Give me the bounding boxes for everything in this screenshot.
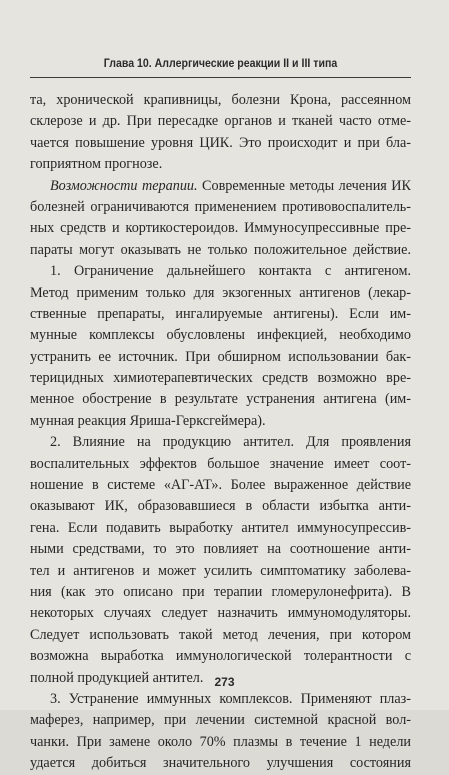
text-line: [30, 689, 411, 710]
text-run: маферез, например, при лечении системной красной вол-: [30, 712, 411, 729]
text-line: [30, 475, 411, 496]
text-run: полной продукцией антител.: [30, 669, 204, 686]
text-run: Современные методы лечения ИК: [197, 177, 411, 194]
text-run: устранить ее источник. При обширном использовании бак-: [30, 348, 411, 365]
text-run: та, хронической крапивницы, болезни Крона, рассеянном: [30, 92, 411, 108]
text-run: ных средств и кортикостероидов. Иммуносупрессивные пре-: [30, 220, 411, 237]
text-line: [30, 625, 411, 646]
text-line: [30, 603, 411, 624]
text-run: некоторых случаях следует назначить иммуномодуляторы.: [30, 605, 411, 622]
text-run: чается повышение уровня ЦИК. Это происходит и при бла-: [30, 134, 411, 151]
text-run: возможна выработка иммунологической толерантности с: [30, 648, 411, 665]
header-rule: [30, 77, 411, 78]
text-run: 2. Влияние на продукцию антител. Для проявления: [50, 434, 411, 451]
text-line: [30, 197, 411, 218]
text-run: чанки. При замене около 70% плазмы в течение 1 недели: [30, 733, 411, 750]
text-run: гена. Если подавить выработку антител иммуносупрессив-: [30, 519, 411, 536]
text-line: [30, 710, 411, 731]
text-run: Метод применим только для экзогенных антигенов (лекар-: [30, 284, 411, 301]
text-line: [30, 304, 411, 325]
text-run: ния (как это описано при терапии гломерулонефрита). В: [30, 583, 411, 600]
text-line: [30, 111, 411, 132]
text-line: [30, 133, 411, 154]
text-run: воспалительных эффектов большое значение имеет соот-: [30, 455, 411, 472]
text-line: [30, 389, 411, 410]
text-line: [30, 732, 411, 753]
text-line: [30, 218, 411, 239]
text-run: гоприятном прогнозе.: [30, 156, 163, 173]
text-run: ношение в системе «АГ-АТ». Более выраженное действие: [30, 477, 411, 494]
text-line: [30, 90, 411, 111]
text-line: [30, 582, 411, 603]
text-run: 1. Ограничение дальнейшего контакта с антигеном.: [50, 263, 411, 280]
text-line: [30, 261, 411, 282]
text-run: оказывают ИК, образовавшиеся в области избытка анти-: [30, 498, 411, 515]
text-line: [30, 454, 411, 475]
text-line: [30, 518, 411, 539]
running-header: Глава 10. Аллергические реакции II и III типа: [103, 58, 338, 70]
text-run: удается добиться значительного улучшения состояния: [30, 755, 411, 772]
text-run: тел и антигенов и может усилить симптоматику заболева-: [30, 562, 411, 579]
text-line: [30, 368, 411, 389]
text-line: [30, 283, 411, 304]
text-line: [30, 432, 411, 453]
text-line: [30, 325, 411, 346]
text-run: склерозе и др. При пересадке органов и тканей часто отме-: [30, 113, 411, 130]
text-run: Следует использовать такой метод лечения, при котором: [30, 626, 411, 643]
text-line: [30, 646, 411, 667]
text-line: [30, 496, 411, 517]
text-run: 3. Устранение иммунных комплексов. Применяют плаз-: [50, 690, 411, 707]
text-run: болезней ограничиваются применением противовоспалитель-: [30, 198, 411, 215]
text-run: терицидных химиотерапевтических средств возможно вре-: [30, 370, 411, 387]
text-run: ными средствами, то это повлияет на соотношение анти-: [30, 541, 411, 558]
text-line: [30, 240, 411, 261]
text-run: мунные комплексы обусловлены инфекцией, необходимо: [30, 327, 411, 344]
text-line: [30, 539, 411, 560]
text-run: мунная реакция Яриша-Герксгеймера).: [30, 412, 266, 429]
text-line: [30, 411, 411, 432]
page-number: 273: [214, 675, 235, 689]
text-run: ственные препараты, ингалируемые антигены). Если им-: [30, 305, 411, 322]
text-line: [30, 561, 411, 582]
text-line: [30, 347, 411, 368]
text-line: [30, 154, 411, 175]
italic-run: Возможности терапии.: [50, 177, 198, 194]
text-run: параты могут оказывать не только положительное действие.: [30, 241, 411, 258]
body-text: [30, 90, 411, 775]
text-run: менное обострение в результате устранения антигена (им-: [30, 391, 411, 408]
text-line: [30, 176, 411, 197]
text-line: [30, 753, 411, 774]
